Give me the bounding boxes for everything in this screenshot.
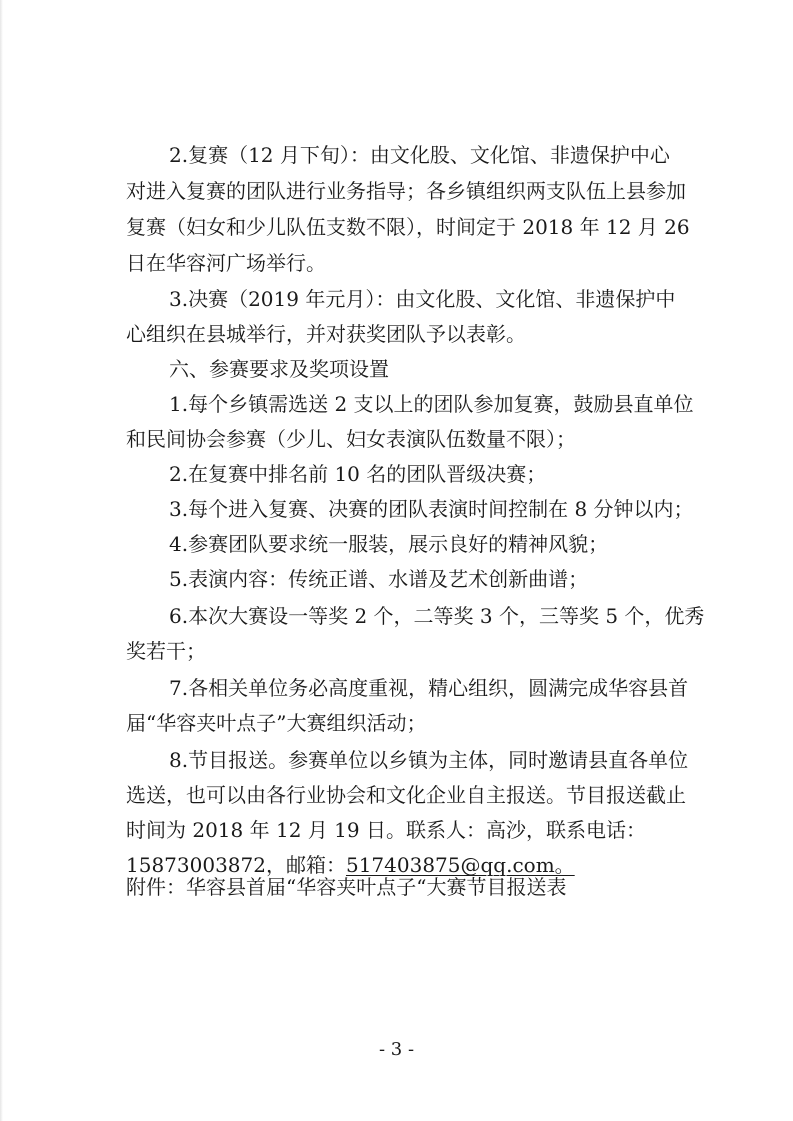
- paragraph-line: 3.决赛（2019 年元月）：由文化股、文化馆、非遗保护中: [169, 287, 676, 311]
- paragraph-line: 复赛（妇女和少儿队伍支数不限），时间定于 2018 年 12 月 26: [126, 215, 690, 239]
- paragraph-line: 奖若干；: [126, 639, 206, 663]
- paragraph-line: 3.每个进入复赛、决赛的团队表演时间控制在 8 分钟以内；: [169, 497, 694, 521]
- paragraph-line: 和民间协会参赛（少儿、妇女表演队伍数量不限）；: [126, 427, 576, 451]
- paragraph-line: 6.本次大赛设一等奖 2 个，二等奖 3 个，三等奖 5 个，优秀: [169, 604, 705, 628]
- section-heading: 六、参赛要求及奖项设置: [169, 357, 389, 381]
- paragraph-line: 2.在复赛中排名前 10 名的团队晋级决赛；: [169, 462, 547, 486]
- contact-line: [126, 853, 575, 877]
- paragraph-line: 对进入复赛的团队进行业务指导；各乡镇组织两支队伍上县参加: [126, 179, 686, 203]
- paragraph-line: 日在华容河广场举行。: [126, 251, 326, 275]
- paragraph-line: 8.节目报送。参赛单位以乡镇为主体，同时邀请县直各单位: [169, 748, 689, 772]
- paragraph-line: 7.各相关单位务必高度重视，精心组织，圆满完成华容县首: [169, 676, 689, 700]
- paragraph-line: 届“华容夹叶点子”大赛组织活动；: [126, 711, 427, 735]
- paragraph-line: 5.表演内容：传统正谱、水谱及艺术创新曲谱；: [169, 567, 589, 591]
- paragraph-line: 2.复赛（12 月下旬）：由文化股、文化馆、非遗保护中心: [169, 143, 670, 167]
- contact-email-link[interactable]: 517403875@qq.com。: [345, 853, 575, 877]
- paragraph-line: 选送，也可以由各行业协会和文化企业自主报送。节目报送截止: [126, 783, 686, 807]
- attachment-line: 附件：华容县首届“华容夹叶点子“大赛节目报送表: [126, 875, 567, 899]
- page-number: - 3 -: [378, 1039, 415, 1060]
- paragraph-line: 时间为 2018 年 12 月 19 日。联系人：高沙，联系电话：: [126, 818, 646, 842]
- paragraph-line: 心组织在县城举行，并对获奖团队予以表彰。: [126, 322, 526, 346]
- paragraph-line: 4.参赛团队要求统一服装，展示良好的精神风貌；: [169, 532, 609, 556]
- scan-edge-shadow: [0, 0, 3, 1121]
- paragraph-line: 1.每个乡镇需选送 2 支以上的团队参加复赛，鼓励县直单位: [169, 392, 694, 416]
- contact-phone: 15873003872，邮箱：: [126, 853, 346, 877]
